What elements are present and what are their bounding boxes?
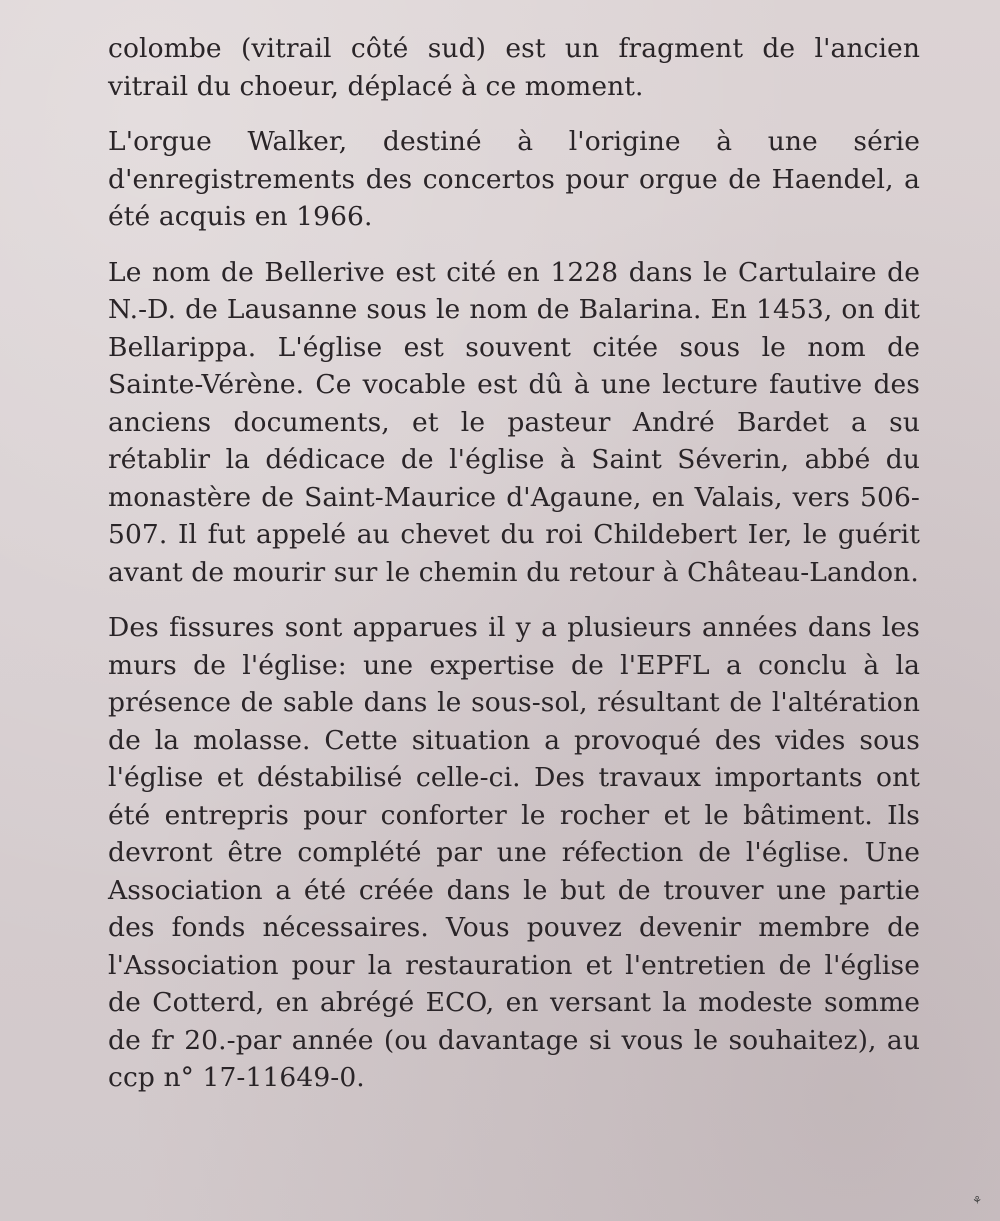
document-page [108,30,920,1115]
paragraph-stained-glass: colombe (vitrail côté sud) est un fragment de l'ancien vitrail du choeur, déplacé à ce moment. [108,33,920,102]
paragraph-bellerive-history: Le nom de Bellerive est cité en 1228 dans le Cartulaire de N.-D. de Lausanne sous le nom de Balarina. En 1453, on dit Bellarippa. L'église est souvent citée sous le nom de Sainte-Vérène. Ce vocable est dû à une lecture fautive des anciens documents, et le pasteur André Bardet a su rétablir la dédicace de l'église à Saint Séverin, abbé du monastère de Saint-Maurice d'Agaune, en Valais, vers 506-507. Il fut appelé au chevet du roi Childebert Ier, le guérit avant de mourir sur le chemin du retour à Château-Landon. [108,256,920,588]
paragraph-walker-organ: L'orgue Walker, destiné à l'origine à une série d'enregistrements des concertos pour orgue de Haendel, a été acquis en 1966. [108,126,920,232]
corner-mark-icon: ⚘ [972,1194,982,1207]
paragraph-fissures-association: Des fissures sont apparues il y a plusieurs années dans les murs de l'église: une expertise de l'EPFL a conclu à la présence de sable dans le sous-sol, résultant de l'altération de la molasse. Cette situation a provoqué des vides sous l'église et déstabilisé celle-ci. Des travaux importants ont été entrepris pour conforter le rocher et le bâtiment. Ils devront être complété par une réfection de l'église. Une Association a été créée dans le but de trouver une partie des fonds nécessaires. Vous pouvez devenir membre de l'Association pour la restauration et l'entretien de l'église de Cotterd, en abrégé ECO, en versant la modeste somme de fr 20.-par année (ou davantage si vous le souhaitez), au ccp n° 17-11649-0. [108,612,920,1093]
